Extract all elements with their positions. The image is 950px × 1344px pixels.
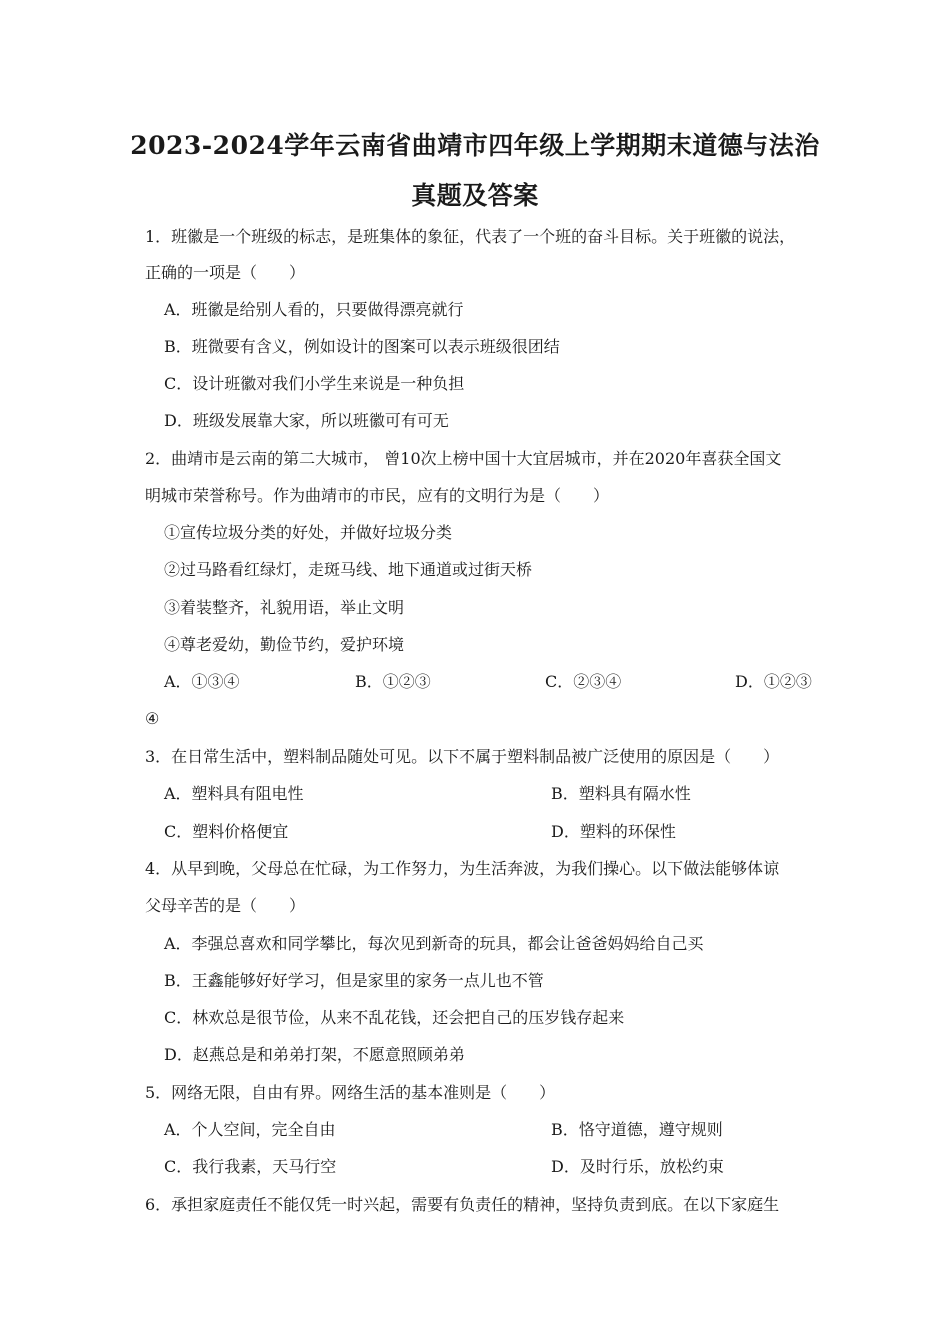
question-2-option-c: C．②③④ (545, 672, 622, 691)
question-2-item-2: ②过马路看红绿灯，走斑马线、地下通道或过街天桥 (164, 560, 533, 579)
question-4-option-c: C．林欢总是很节俭，从来不乱花钱，还会把自己的压岁钱存起来 (164, 1008, 625, 1027)
question-3-stem: 3．在日常生活中，塑料制品随处可见。以下不属于塑料制品被广泛使用的原因是（ ） (145, 747, 780, 766)
question-4-option-d: D．赵燕总是和弟弟打架，不愿意照顾弟弟 (164, 1045, 465, 1064)
document-title-line-2: 真题及答案 (411, 181, 539, 210)
question-5-option-c: C．我行我素，天马行空 (164, 1157, 337, 1176)
question-2-stem-line-1: 2．曲靖市是云南的第二大城市， 曾10次上榜中国十大宜居城市，并在2020年喜获全国文 (145, 449, 782, 468)
question-1-option-c: C．设计班徽对我们小学生来说是一种负担 (164, 374, 465, 393)
question-3-option-b: B．塑料具有隔水性 (551, 784, 691, 803)
question-4-stem-line-1: 4．从早到晚，父母总在忙碌，为工作努力，为生活奔波，为我们操心。以下做法能够体谅 (145, 859, 780, 878)
question-4-option-b: B．王鑫能够好好学习，但是家里的家务一点儿也不管 (164, 971, 544, 990)
question-1-stem-line-2: 正确的一项是（ ） (145, 263, 306, 282)
question-6-stem-line-1: 6．承担家庭责任不能仅凭一时兴起，需要有负责任的精神，坚持负责到底。在以下家庭生 (145, 1195, 780, 1214)
question-3-option-c: C．塑料价格便宜 (164, 822, 289, 841)
question-4-option-a: A．李强总喜欢和同学攀比，每次见到新奇的玩具，都会让爸爸妈妈给自己买 (164, 934, 704, 953)
question-5-option-a: A．个人空间，完全自由 (164, 1120, 336, 1139)
question-1-option-a: A．班徽是给别人看的，只要做得漂亮就行 (164, 300, 464, 319)
question-5-stem: 5．网络无限，自由有界。网络生活的基本准则是（ ） (145, 1083, 556, 1102)
question-2-item-3: ③着装整齐，礼貌用语，举止文明 (164, 598, 405, 617)
question-1-option-b: B．班微要有含义，例如设计的图案可以表示班级很团结 (164, 337, 560, 356)
question-5-option-b: B．恪守道德，遵守规则 (551, 1120, 723, 1139)
question-2-option-b: B．①②③ (355, 672, 431, 691)
question-1-stem-line-1: 1．班徽是一个班级的标志，是班集体的象征，代表了一个班的奋斗目标。关于班徽的说法， (145, 227, 796, 246)
question-1-option-d: D．班级发展靠大家，所以班徽可有可无 (164, 411, 449, 430)
question-3-option-a: A．塑料具有阻电性 (164, 784, 304, 803)
question-2-stem-line-2: 明城市荣誉称号。作为曲靖市的市民，应有的文明行为是（ ） (145, 486, 610, 505)
question-3-option-d: D．塑料的环保性 (551, 822, 676, 841)
question-2-option-a: A．①③④ (164, 672, 240, 691)
document-title-line-1: 2023-2024学年云南省曲靖市四年级上学期期末道德与法治 (130, 131, 820, 160)
question-2-item-1: ①宣传垃圾分类的好处，并做好垃圾分类 (164, 523, 453, 542)
question-2-option-d: D．①②③ (735, 672, 812, 691)
question-2-option-d-wrap: ④ (145, 709, 160, 728)
question-5-option-d: D．及时行乐，放松约束 (551, 1157, 724, 1176)
question-4-stem-line-2: 父母辛苦的是（ ） (145, 896, 306, 915)
question-2-item-4: ④尊老爱幼，勤俭节约，爱护环境 (164, 635, 405, 654)
